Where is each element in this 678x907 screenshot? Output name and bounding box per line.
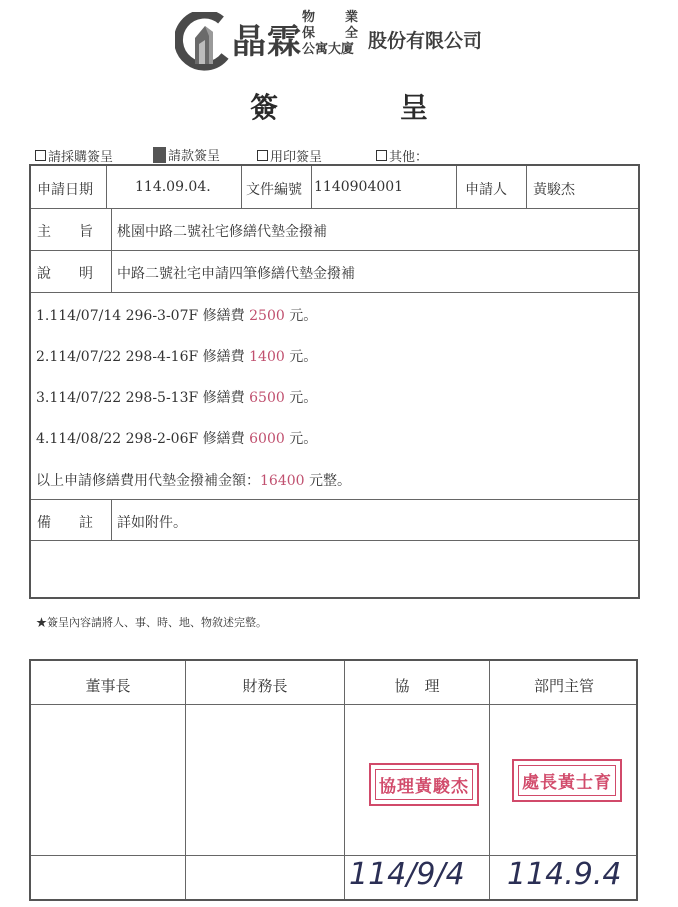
category-other[interactable] [376, 146, 428, 165]
document-title: 簽 呈 [250, 91, 484, 124]
category-purchase[interactable] [35, 146, 113, 165]
item-unit: 元。 [284, 390, 318, 406]
checkbox-icon[interactable] [35, 150, 46, 161]
category-label: 請採購簽呈 [48, 150, 114, 165]
applicant-value: 黃駿杰 [533, 182, 575, 198]
checkbox-icon[interactable] [257, 150, 268, 161]
category-label: 請款簽呈 [168, 149, 221, 164]
header-associate-manager: 協 理 [394, 677, 440, 695]
category-seal[interactable] [257, 146, 322, 165]
company-logo-icon [175, 12, 231, 72]
item-text: 1.114/07/14 296-3-07F 修繕費 [36, 308, 250, 324]
applicant-label: 申請人 [465, 182, 507, 198]
stamp-text: 協理黃駿杰 [375, 769, 473, 800]
brand-name: 晶霖 [232, 22, 302, 62]
list-item [36, 428, 317, 448]
item-unit: 元。 [284, 349, 318, 365]
instruction-note: ★簽呈內容請將人、事、時、地、物敘述完整。 [36, 616, 267, 629]
total-line [36, 470, 351, 490]
item-unit: 元。 [284, 431, 318, 447]
handwritten-date-dept-head: 114.9.4 [507, 857, 622, 892]
item-amount: 2500 [249, 308, 285, 324]
checkbox-icon[interactable] [376, 150, 387, 161]
doc-no-label: 文件編號 [246, 182, 302, 198]
subject-value: 桃園中路二號社宅修繕代墊金撥補 [117, 224, 327, 240]
total-amount: 16400 [260, 473, 305, 489]
request-form [29, 164, 640, 599]
brand-sub-5: 公寓大廈 [302, 42, 355, 57]
item-unit: 元。 [284, 308, 318, 324]
description-value: 中路二號社宅申請四筆修繕代墊金撥補 [117, 266, 355, 282]
list-item [36, 346, 317, 366]
remark-value: 詳如附件。 [117, 515, 187, 531]
list-item [36, 387, 317, 407]
stamp-text: 處長黃士育 [518, 765, 616, 796]
description-label: 說 明 [37, 266, 93, 282]
total-unit: 元整。 [304, 473, 351, 489]
category-label: 其他： [389, 150, 429, 165]
brand-sub-4: 全 [345, 26, 359, 41]
brand-sub-1: 物 [302, 10, 316, 25]
item-text: 2.114/07/22 298-4-16F 修繕費 [36, 349, 250, 365]
header-chairman: 董事長 [85, 677, 131, 695]
category-label: 用印簽呈 [270, 150, 323, 165]
seal-stamp-associate-manager [369, 763, 479, 806]
header-dept-head: 部門主管 [533, 677, 594, 695]
apply-date-label: 申請日期 [37, 182, 93, 198]
handwritten-date-associate-manager: 114/9/4 [349, 857, 465, 892]
item-text: 4.114/08/22 298-2-06F 修繕費 [36, 431, 250, 447]
category-payment[interactable] [153, 145, 220, 164]
brand-sub-3: 業 [345, 10, 359, 25]
company-suffix: 股份有限公司 [368, 30, 483, 52]
brand-sub-2: 保 [302, 26, 316, 41]
list-item [36, 305, 317, 325]
apply-date-value: 114.09.04. [135, 179, 211, 195]
item-amount: 1400 [249, 349, 285, 365]
item-amount: 6500 [249, 390, 285, 406]
item-text: 3.114/07/22 298-5-13F 修繕費 [36, 390, 250, 406]
item-amount: 6000 [249, 431, 285, 447]
seal-stamp-dept-head [512, 759, 622, 802]
doc-no-value: 1140904001 [314, 179, 404, 195]
subject-label: 主 旨 [37, 224, 93, 240]
header-cfo: 財務長 [242, 677, 288, 695]
signoff-table [29, 659, 638, 901]
total-text: 以上申請修繕費用代墊金撥補金額： [36, 473, 260, 489]
remark-label: 備 註 [37, 515, 93, 531]
checkbox-checked-icon[interactable] [153, 147, 166, 163]
